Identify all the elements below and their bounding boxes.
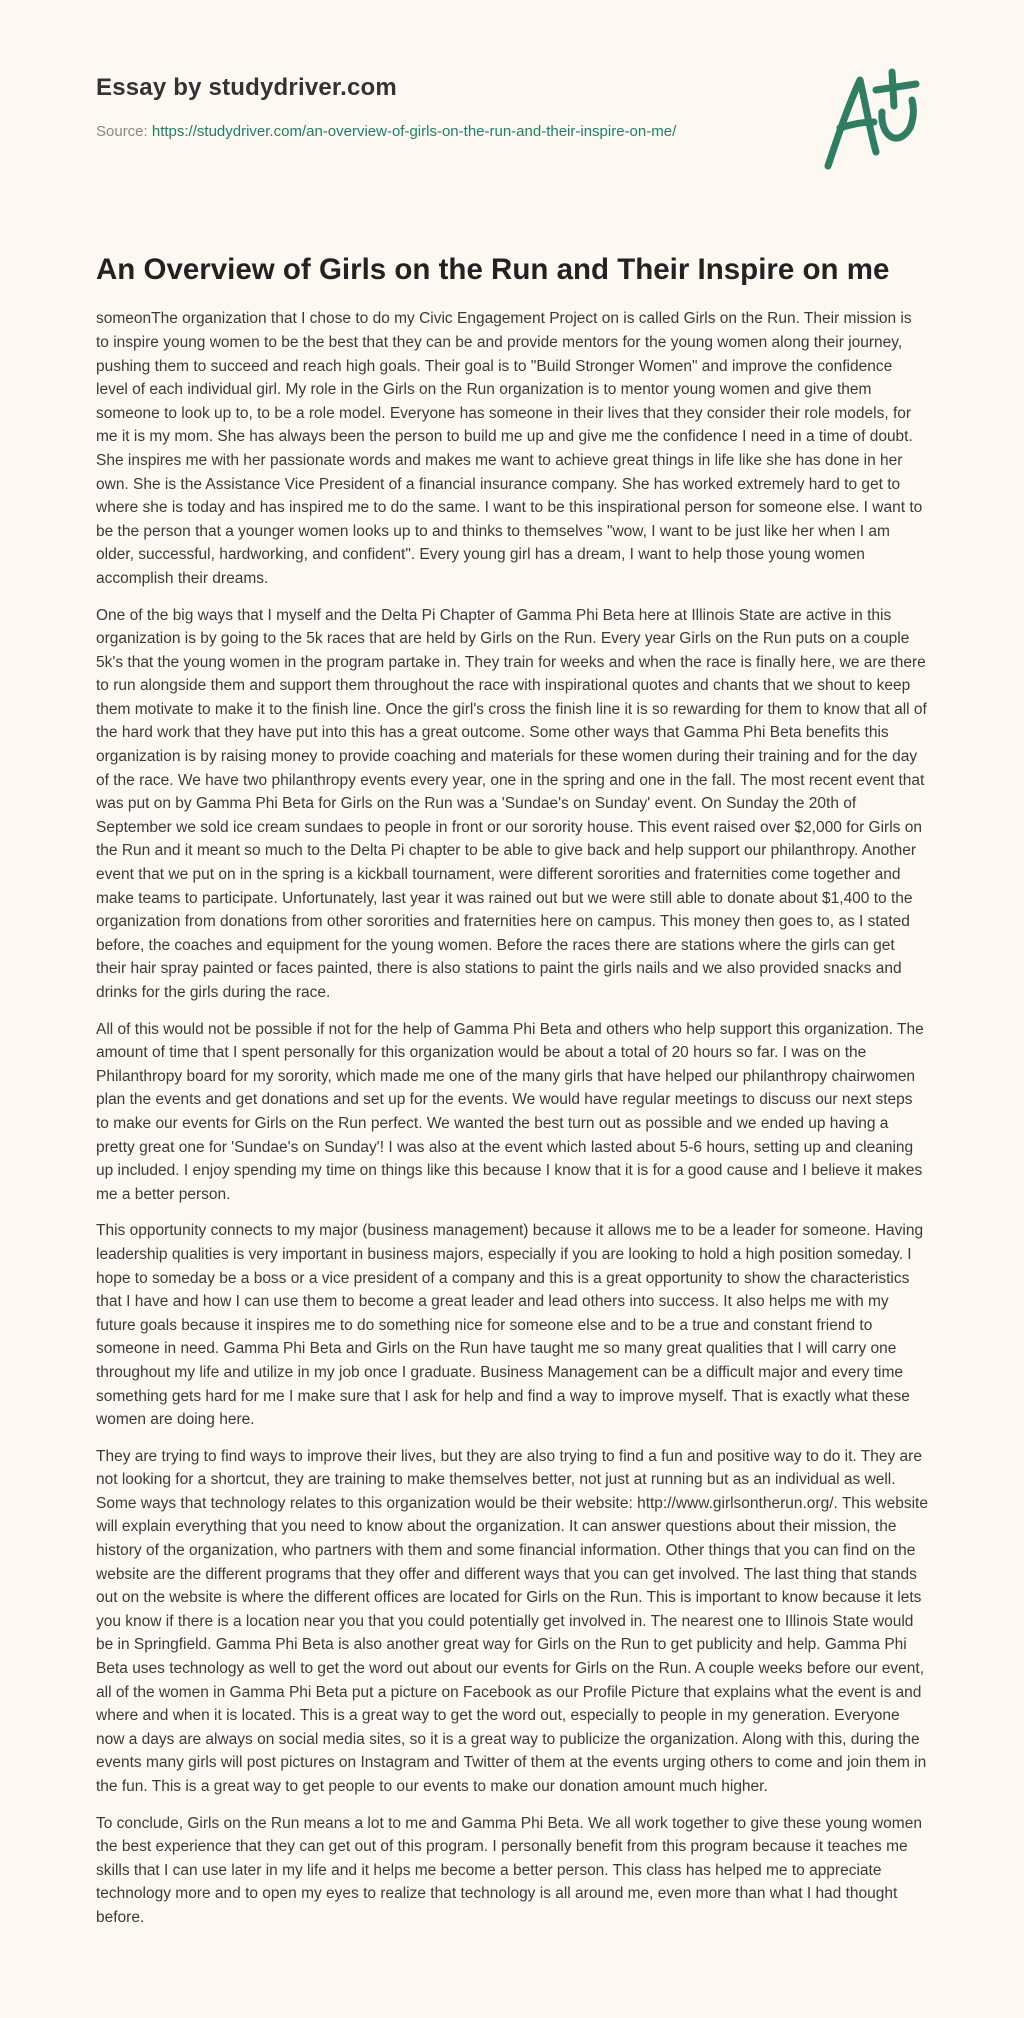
site-title: Essay by studydriver.com [96,74,397,101]
source-link[interactable]: https://studydriver.com/an-overview-of-girls-on-the-run-and-their-inspire-on-me/ [151,123,677,140]
essay-article [96,252,928,1943]
essay-paragraph: All of this would not be possible if not for the help of Gamma Phi Beta and others who help support this organization. The amount of time that I spent personally for this organization would be about a total of 20 hours so far. I was on the Philanthropy board for my sorority, which made me one of the many girls that have helped our philanthropy chairwomen plan the events and get donations and set up for the events. We would have regular meetings to discuss our next steps to make our events for Girls on the Run perfect. We wanted the best turn out as possible and we ended up having a pretty great one for 'Sundae's on Sunday'! I was also at the event which lasted about 5-6 hours, setting up and cleaning up included. I enjoy spending my time on things like this because I know that it is for a good cause and I believe it makes me a better person. [96,1020,924,1203]
essay-paragraph: They are trying to find ways to improve their lives, but they are also trying to find a fun and positive way to do it. They are not looking for a shortcut, they are training to make themselves better, not just at running but as an individual as well. Some ways that technology relates to this organization would be their website: http://www.girlsontherun.org/. This website will explain everything that you need to know about the organization. It can answer questions about their mission, the history of the organization, who partners with them and some financial information. Other things that you can find on the website are the different programs that they offer and different ways that you can get involved. The last thing that stands out on the website is where the different offices are located for Girls on the Run. This is important to know because it lets you know if there is a location near you that you could potentially get involved in. The nearest one to Illinois State would be in Springfield. Gamma Phi Beta is also another great way for Girls on the Run to get publicity and help. Gamma Phi Beta uses technology as well to get the word out about our events for Girls on the Run. A couple weeks before our event, all of the women in Gamma Phi Beta put a picture on Facebook as our Profile Picture that explains what the event is and where and when it is located. This is a great way to get the word out, especially to people in my generation. Everyone now a days are always on social media sites, so it is a great way to publicize the organization. Along with this, during the events many girls will post pictures on Instagram and Twitter of them at the events urging others to come and join them in the fun. This is a great way to get people to our events to make our donation amount much higher. [96,1447,928,1796]
essay-title: An Overview of Girls on the Run and Their Inspire on me [96,253,890,286]
essay-paragraph: This opportunity connects to my major (business management) because it allows me to be a leader for someone. Having leadership qualities is very important in business majors, especially if you are looking to hold a high position someday. I hope to someday be a boss or a vice president of a company and this is a great opportunity to show the characteristics that I have and how I can use them to become a great leader and lead others into success. It also helps me with my future goals because it inspires me to do something nice for someone else and to be a true and constant friend to someone in need. Gamma Phi Beta and Girls on the Run have taught me so many great qualities that I will carry one throughout my life and utilize in my job once I graduate. Business Management can be a difficult major and every time something gets hard for me I make sure that I ask for help and find a way to improve myself. That is exactly what these women are doing here. [96,1222,924,1429]
essay-paragraph: One of the big ways that I myself and the Delta Pi Chapter of Gamma Phi Beta here at Illinois State are active in this organization is by going to the 5k races that are held by Girls on the Run. Every year Girls on the Run puts on a couple 5k's that the young women in the program partake in. They train for weeks and when the race is finally here, we are there to run alongside them and support them throughout the race with inspirational quotes and chants that we shout to keep them motivate to make it to the finish line. Once the girl's cross the finish line it is so rewarding for them to know that all of the hard work that they have put into this has a great outcome. Some other ways that Gamma Phi Beta benefits this organization is by raising money to provide coaching and materials for these women during their training and for the day of the race. We have two philanthropy events every year, one in the spring and one in the fall. The most recent event that was put on by Gamma Phi Beta for Girls on the Run was a 'Sundae's on Sunday' event. On Sunday the 20th of September we sold ice cream sundaes to people in front or our sorority house. This event raised over $2,000 for Girls on the Run and it meant so much to the Delta Pi chapter to be able to give back and help support our philanthropy. Another event that we put on in the spring is a kickball tournament, were different sororities and fraternities come together and make teams to participate. Unfortunately, last year it was rained out but we were still able to donate about $1,400 to the organization from donations from other sororities and fraternities here on campus. This money then goes to, as I stated before, the coaches and equipment for the young women. Before the races there are stations where the girls can get their hair spray painted or faces painted, there is also stations to paint the girls nails and we also provided snacks and drinks for the girls during the race. [96,606,927,1002]
essay-paragraph: To conclude, Girls on the Run means a lot to me and Gamma Phi Beta. We all work together to give these young women the best experience that they can get out of this program. I personally benefit from this program because it teaches me skills that I can use later in my life and it helps me become a better person. This class has helped me to appreciate technology more and to open my eyes to realize that technology is all around me, even more than what I had thought before. [96,1814,922,1926]
source-label: Source: [96,123,152,140]
site-header [96,0,928,190]
source-line [96,123,676,140]
a-plus-logo-icon [818,66,928,176]
essay-paragraph: someonThe organization that I chose to do my Civic Engagement Project on is called Girls on the Run. Their mission is to inspire young women to be the best that they can be and provide mentors for the young women along their journey, pushing them to succeed and reach high goals. Their goal is to "Build Stronger Women" and improve the confidence level of each individual girl. My role in the Girls on the Run organization is to mentor young women and give them someone to look up to, to be a role model. Everyone has someone in their lives that they consider their role models, for me it is my mom. She has always been the person to build me up and give me the confidence I need in a time of doubt. She inspires me with her passionate words and makes me want to achieve great things in life like she has done in her own. She is the Assistance Vice President of a financial insurance company. She has worked extremely hard to get to where she is today and has inspired me to do the same. I want to be this inspirational person for someone else. I want to be the person that a younger women looks up to and thinks to themselves "wow, I want to be just like her when I am older, successful, hardworking, and confident". Every young girl has a dream, I want to help those young women accomplish their dreams. [96,310,923,587]
